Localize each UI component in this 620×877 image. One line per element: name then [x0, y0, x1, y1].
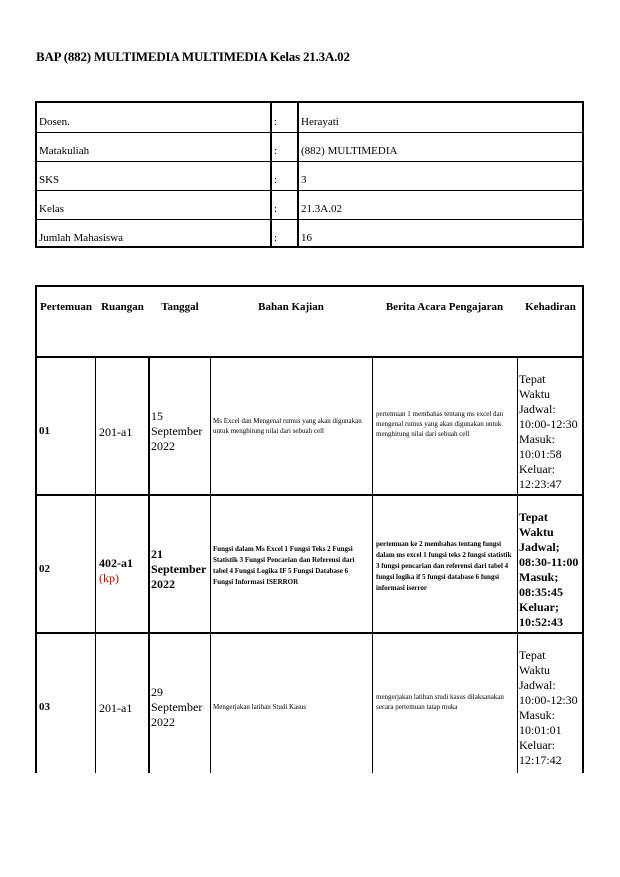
kehadiran: Tepat Waktu Jadwal: 10:00-12:30 Masuk: 10:01:01 Keluar: 12:17:42: [519, 648, 578, 767]
header-pertemuan: Pertemuan: [40, 301, 92, 313]
header-tanggal: Tanggal: [161, 301, 199, 313]
info-label: Matakuliah: [39, 145, 90, 157]
ruangan: 402-a1 (kp): [99, 556, 133, 585]
pertemuan-number: 02: [39, 563, 50, 575]
info-value: 3: [301, 174, 307, 186]
header-bahan-kajian: Bahan Kajian: [258, 301, 324, 313]
tanggal: 15 September 2022: [151, 409, 203, 453]
info-label: SKS: [39, 174, 60, 186]
header-kehadiran: Kehadiran: [525, 301, 576, 313]
berita-acara: pertemuan 1 membahas tentang ms excel dan mengenal rumus yang akan digunakan untuk menghitung nilai dari sebuah cell: [376, 410, 504, 438]
column-divider: [95, 357, 96, 773]
berita-acara: pertemuan ke 2 membahas tentang fungsi dalam ms excel 1 fungsi teks 2 fungsi statistik 3 fungsi pencarian dan referensi dari tabel 4 fungsi logika if 5 fungsi database 6 fungsi informasi iserror: [376, 540, 512, 592]
info-value: 21.3A.02: [301, 203, 342, 215]
bahan-kajian: Fungsi dalam Ms Excel 1 Fungsi Teks 2 Fungsi Statistik 3 Fungsi Pencarian dan Referensi dari tabel 4 Fungsi Logika IF 5 Fungsi Database 6 Fungsi Informasi ISERROR: [213, 545, 355, 586]
header-ruangan: Ruangan: [101, 301, 144, 313]
info-value: (882) MULTIMEDIA: [301, 145, 398, 157]
pertemuan-number: 01: [39, 425, 50, 437]
row-divider: [37, 494, 582, 496]
row-divider: [37, 356, 582, 358]
column-divider: [372, 357, 373, 773]
info-row-matakuliah: [37, 132, 582, 162]
attendance-table: [35, 285, 584, 773]
info-separator: :: [274, 232, 278, 244]
info-row-kelas: [37, 190, 582, 220]
kehadiran: Tepat Waktu Jadwal; 08:30-11:00 Masuk; 08:35:45 Keluar; 10:52:43: [519, 510, 579, 629]
info-label: Kelas: [39, 203, 65, 215]
info-separator: :: [274, 116, 278, 128]
info-row-dosen: [37, 103, 582, 133]
tanggal: 21 September 2022: [151, 547, 207, 591]
berita-acara: mengerjakan latihan studi kasus dilaksanakan secara pertemuan tatap muka: [376, 693, 504, 711]
bahan-kajian: Ms Excel dan Mengenal rumus yang akan digunakan untuk menghitung nilai dari sebuah cell: [213, 417, 362, 435]
column-divider: [210, 357, 211, 773]
info-separator: :: [274, 203, 278, 215]
document-title: BAP (882) MULTIMEDIA MULTIMEDIA Kelas 21.3A.02: [36, 49, 350, 64]
info-value: Herayati: [301, 116, 339, 128]
ruangan: 201-a1: [99, 701, 133, 715]
row-divider: [37, 632, 582, 634]
ruangan: 201-a1: [99, 425, 133, 439]
column-divider: [517, 357, 518, 773]
info-label: Dosen.: [39, 116, 70, 128]
info-separator: :: [274, 174, 278, 186]
pertemuan-number: 03: [39, 701, 50, 713]
kehadiran: Tepat Waktu Jadwal: 10:00-12:30 Masuk: 10:01:58 Keluar: 12:23:47: [519, 372, 578, 491]
ruangan-note: (kp): [99, 571, 119, 585]
tanggal: 29 September 2022: [151, 685, 203, 729]
bahan-kajian: Mengerjakan latihan Studi Kasus: [213, 703, 307, 711]
info-row-sks: [37, 161, 582, 191]
info-label: Jumlah Mahasiswa: [39, 232, 124, 244]
header-berita-acara: Berita Acara Pengajaran: [385, 301, 504, 313]
info-separator: :: [274, 145, 278, 157]
info-table: [35, 101, 584, 248]
column-divider: [148, 357, 150, 773]
info-value: 16: [301, 232, 312, 244]
info-row-jumlah-mahasiswa: [37, 219, 582, 248]
